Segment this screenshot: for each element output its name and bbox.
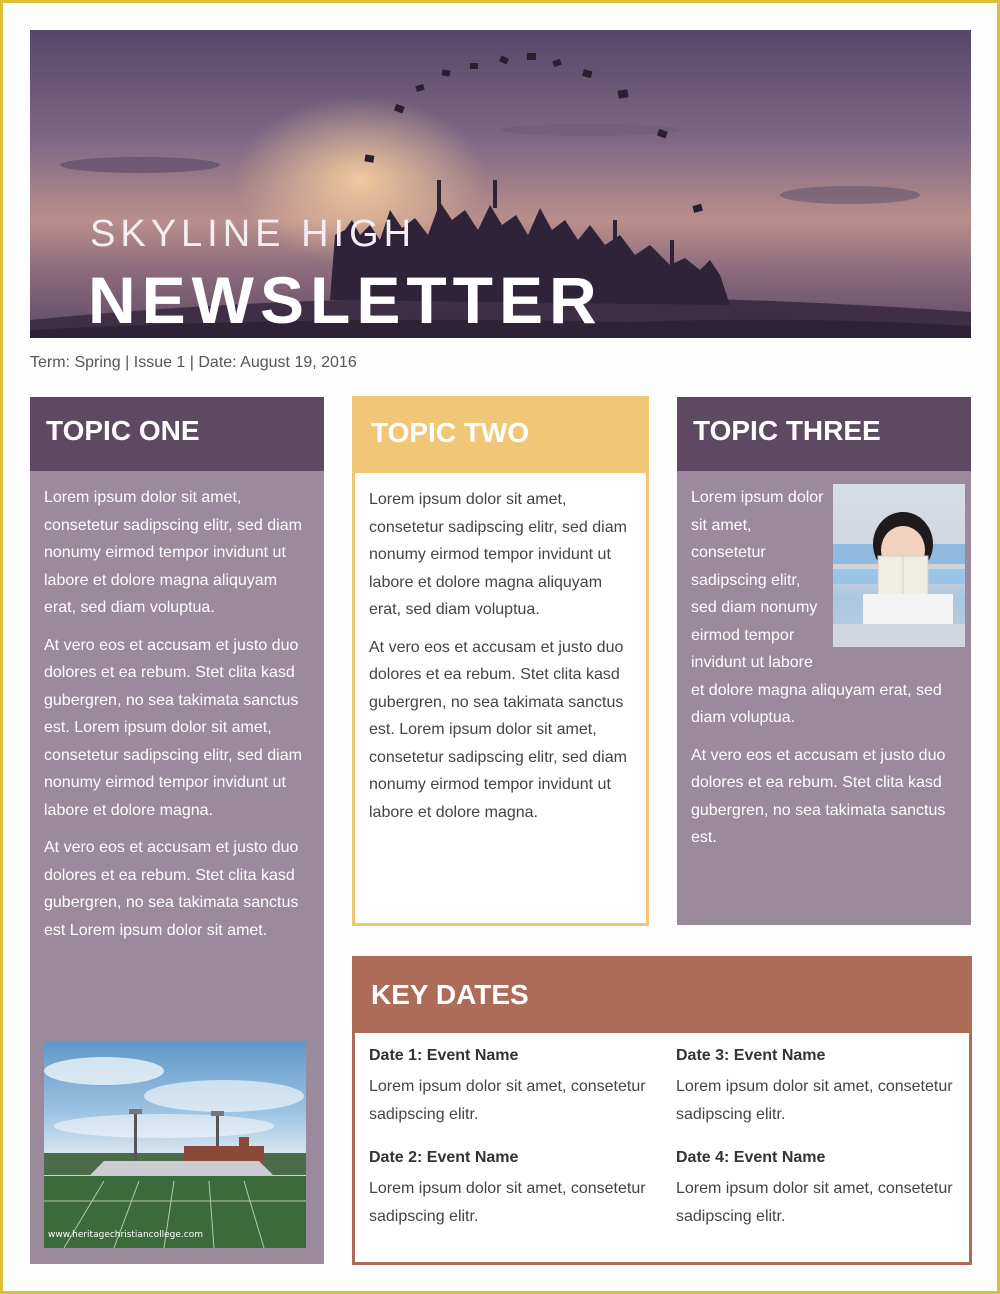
key-date-description: Lorem ipsum dolor sit amet, consetetur sadipscing elitr. (369, 1180, 646, 1225)
key-date-description: Lorem ipsum dolor sit amet, consetetur sadipscing elitr. (676, 1078, 953, 1123)
topic-one-paragraph: At vero eos et accusam et justo duo dolores et ea rebum. Stet clita kasd gubergren, no sea takimata sanctus est. Lorem ipsum dolor sit amet, consetetur sadipscing elitr, sed diam nonumy eirmod tempor invidunt ut labore et dolore magna. (44, 636, 302, 819)
topic-three-heading: TOPIC THREE (677, 397, 971, 471)
topic-three-paragraph: Lorem ipsum dolor sit amet, consetetur sadipscing elitr, sed diam nonumy eirmod tempor invidunt ut labore et dolore magna aliquyam erat, sed diam voluptua. (691, 489, 942, 726)
key-date-item (676, 1047, 966, 1128)
stadium-photo (44, 1041, 306, 1248)
watermark-text: www.heritagechristiancollege.com (48, 1230, 203, 1240)
topic-one-paragraph: At vero eos et accusam et justo duo dolores et ea rebum. Stet clita kasd gubergren, no sea takimata sanctus est Lorem ipsum dolor sit amet. (44, 839, 299, 939)
school-name: SKYLINE HIGH (90, 213, 417, 255)
student-with-book-photo (833, 484, 965, 647)
topic-two-paragraph: At vero eos et accusam et justo duo dolores et ea rebum. Stet clita kasd gubergren, no sea takimata sanctus est. Lorem ipsum dolor sit amet, consetetur sadipscing elitr, sed diam nonumy eirmod tempor invidunt ut labore et dolore magna. (369, 638, 627, 821)
key-date-item (369, 1047, 659, 1128)
topic-one-column (30, 397, 324, 1264)
topic-three-paragraph: At vero eos et accusam et justo duo dolores et ea rebum. Stet clita kasd gubergren, no sea takimata sanctus est. (691, 746, 946, 846)
stadium-illustration (44, 1041, 306, 1248)
topic-three-column (677, 397, 971, 925)
newsletter-title: NEWSLETTER (88, 263, 603, 337)
topic-two-heading: TOPIC TWO (352, 396, 649, 473)
key-dates-panel (352, 956, 972, 1265)
topic-one-heading: TOPIC ONE (30, 397, 324, 471)
issue-meta-line: Term: Spring | Issue 1 | Date: August 19, 2016 (30, 354, 357, 371)
key-date-name: Date 2: Event Name (369, 1149, 519, 1166)
key-date-name: Date 3: Event Name (676, 1047, 826, 1064)
topic-one-paragraph: Lorem ipsum dolor sit amet, consetetur sadipscing elitr, sed diam nonumy eirmod tempor invidunt ut labore et dolore magna aliquyam erat, sed diam voluptua. (44, 489, 302, 616)
student-illustration (833, 484, 965, 647)
header-banner-photo (30, 30, 971, 338)
key-date-item (369, 1149, 659, 1230)
key-dates-heading: KEY DATES (352, 956, 972, 1033)
key-date-name: Date 1: Event Name (369, 1047, 519, 1064)
key-date-description: Lorem ipsum dolor sit amet, consetetur sadipscing elitr. (369, 1078, 646, 1123)
topic-two-column (352, 396, 649, 926)
key-date-description: Lorem ipsum dolor sit amet, consetetur sadipscing elitr. (676, 1180, 953, 1225)
key-date-name: Date 4: Event Name (676, 1149, 826, 1166)
key-date-item (676, 1149, 966, 1230)
topic-two-paragraph: Lorem ipsum dolor sit amet, consetetur sadipscing elitr, sed diam nonumy eirmod tempor invidunt ut labore et dolore magna aliquyam erat, sed diam voluptua. (369, 491, 627, 618)
